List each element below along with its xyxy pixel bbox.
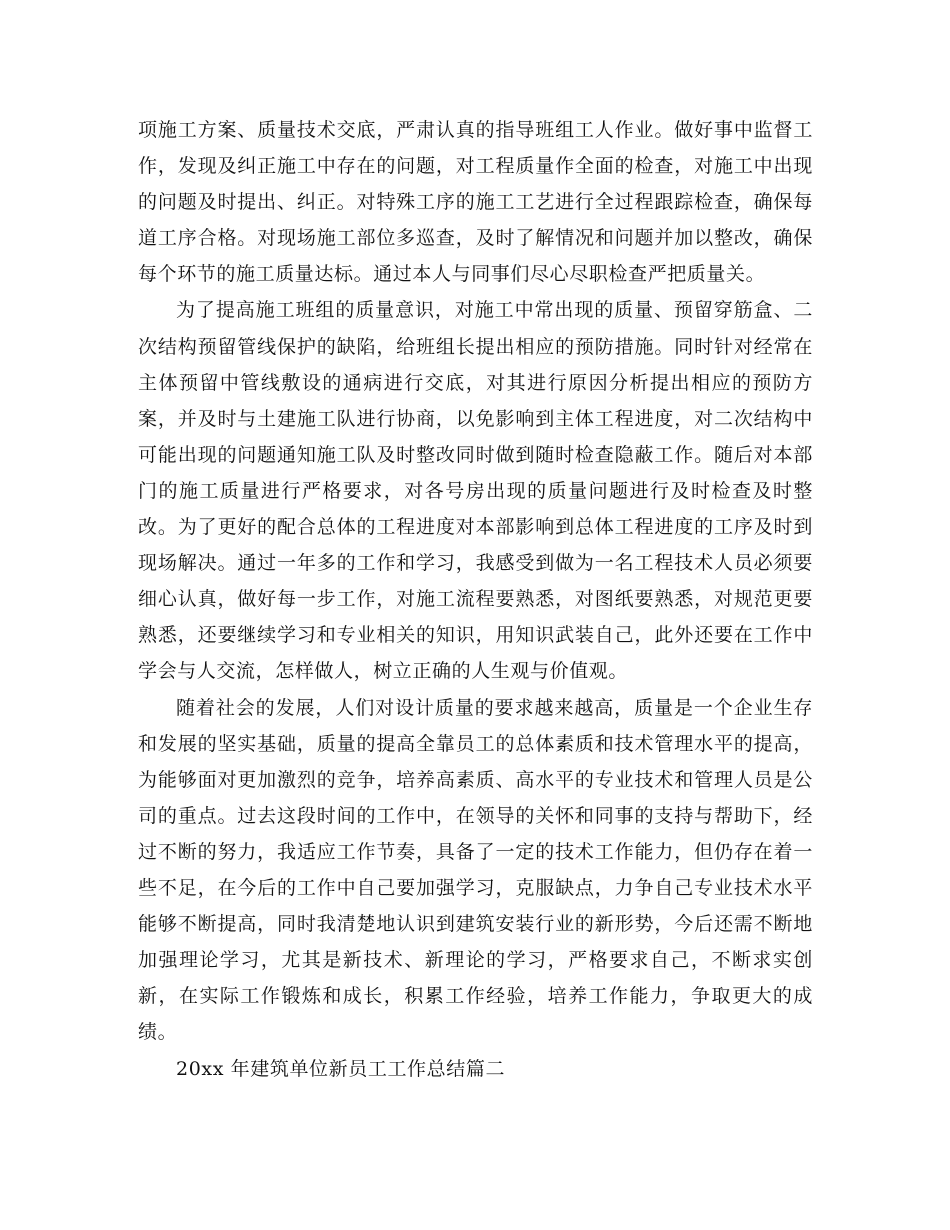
paragraph-1: 项施工方案、质量技术交底，严肃认真的指导班组工人作业。做好事中监督工作，发现及纠正施工中存在的问题，对工程质量作全面的检查，对施工中出现的问题及时提出、纠正。对特殊工序的施工工艺进行全过程跟踪检查，确保每道工序合格。对现场施工部位多巡查，及时了解情况和问题并加以整改，确保每个环节的施工质量达标。通过本人与同事们尽心尽职检查严把质量关。 [138, 119, 813, 286]
paragraph-2: 为了提高施工班组的质量意识，对施工中常出现的质量、预留穿筋盒、二次结构预留管线保护的缺陷，给班组长提出相应的预防措施。同时针对经常在主体预留中管线敷设的通病进行交底，对其进行原因分析提出相应的预防方案，并及时与土建施工队进行协商，以免影响到主体工程进度，对二次结构中可能出现的问题通知施工队及时整改同时做到随时检查隐蔽工作。随后对本部门的施工质量进行严格要求，对各号房出现的质量问题进行及时检查及时整改。为了更好的配合总体的工程进度对本部影响到总体工程进度的工序及时到现场解决。通过一年多的工作和学习，我感受到做为一名工程技术人员必须要细心认真，做好每一步工作，对施工流程要熟悉，对图纸要熟悉，对规范更要熟悉，还要继续学习和专业相关的知识，用知识武装自己，此外还要在工作中学会与人交流，怎样做人，树立正确的人生观与价值观。 [138, 299, 813, 683]
paragraph-3: 随着社会的发展，人们对设计质量的要求越来越高，质量是一个企业生存和发展的坚实基础，质量的提高全靠员工的总体素质和技术管理水平的提高，为能够面对更加激烈的竞争，培养高素质、高水平的专业技术和管理人员是公司的重点。过去这段时间的工作中，在领导的关怀和同事的支持与帮助下，经过不断的努力，我适应工作节奏，具备了一定的技术工作能力，但仍存在着一些不足，在今后的工作中自己要加强学习，克服缺点，力争自己专业技术水平能够不断提高，同时我清楚地认识到建筑安装行业的新形势，今后还需不断地加强理论学习，尤其是新技术、新理论的学习，严格要求自己，不断求实创新，在实际工作锻炼和成长，积累工作经验，培养工作能力，争取更大的成绩。 [138, 696, 813, 1044]
document-body [138, 112, 813, 1088]
section-heading: 20xx 年建筑单位新员工工作总结篇二 [176, 1058, 506, 1081]
